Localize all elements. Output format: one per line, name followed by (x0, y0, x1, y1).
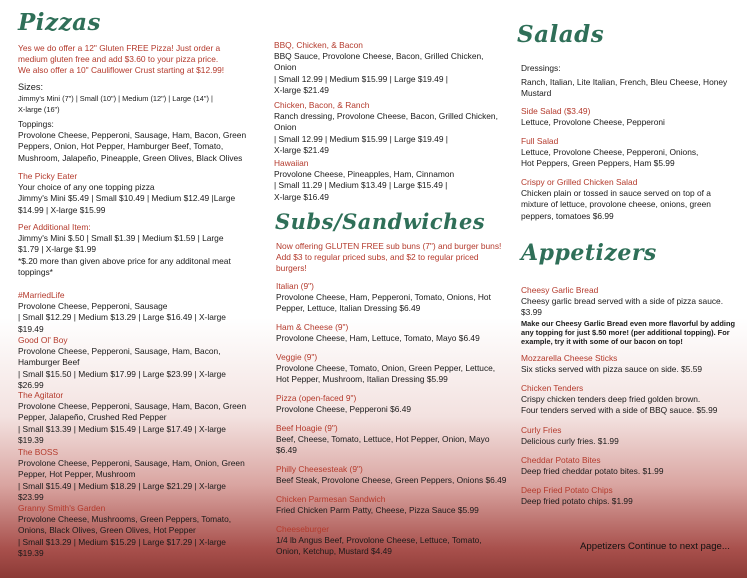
menu-item-granny-smiths-garden: Granny Smith's Garden Provolone Cheese, Mushrooms, Green Peppers, Tomato, Onions, Black Olives, Green Olives, Hot Pepper | Small $13.29 | Medium $15.29 | Large $17.29 | X-large $19.39 (18, 503, 232, 558)
menu-item-ham-cheese-sub: Ham & Cheese (9") Provolone Cheese, Ham, Lettuce, Tomato, Mayo $6.49 (276, 322, 480, 344)
menu-item-beef-hoagie: Beef Hoagie (9") Beef, Cheese, Tomato, Lettuce, Hot Pepper, Onion, Mayo $6.49 (276, 423, 490, 456)
menu-item-mozzarella-sticks: Mozzarella Cheese Sticks Six sticks served with pizza sauce on side. $5.59 (521, 353, 703, 375)
menu-item-full-salad: Full Salad Lettuce, Provolone Cheese, Pepperoni, Onions, Hot Peppers, Green Peppers, Ham $5.99 (521, 136, 699, 169)
menu-item-deep-fried-potato-chips: Deep Fried Potato Chips Deep fried potato chips. $1.99 (521, 485, 633, 507)
menu-item-married-life: #MarriedLife Provolone Cheese, Pepperoni, Sausage | Small $12.29 | Medium $13.29 | Large $16.49 | X-large $19.49 (18, 290, 226, 334)
gluten-free-intro: Yes we do offer a 12" Gluten FREE Pizza! Just order a medium gluten free and add $3.60 to your pizza price. We also offer a 10" Cauliflower Crust starting at $12.99! (18, 43, 225, 76)
continue-note: Appetizers Continue to next page... (580, 541, 730, 552)
sizes-block: Sizes: Jimmy's Mini (7") | Small (10") | Medium (12") | Large (14") | X-large (16") (18, 82, 213, 115)
menu-item-hawaiian: Hawaiian Provolone Cheese, Pineapples, Ham, Cinnamon | Small 11.29 | Medium $13.49 | Large $15.49 | X-large $16.49 (274, 158, 455, 202)
picky-eater-item: The Picky Eater Your choice of any one topping pizza Jimmy's Mini $5.49 | Small $10.49 | Medium $12.49 |Large $14.99 | X-large $15.99 (18, 171, 236, 215)
toppings-block: Toppings: Provolone Cheese, Pepperoni, Sausage, Ham, Bacon, Green Peppers, Onion, Hot Pepper, Hamburger Beef, Tomato, Mushroom, Jalapeño, Pineapple, Green Olives, Black Olives (18, 119, 247, 163)
menu-item-chicken-tenders: Chicken Tenders Crispy chicken tenders deep fried golden brown. Four tenders served with a side of BBQ sauce. $5.99 (521, 383, 718, 416)
menu-item-boss: The BOSS Provolone Cheese, Pepperoni, Sausage, Ham, Onion, Green Pepper, Hot Pepper, Mushroom | Small $15.49 | Medium $18.29 | Large $21.29 | X-large $23.99 (18, 447, 245, 502)
menu-item-cheesy-garlic-bread: Cheesy Garlic Bread Cheesy garlic bread served with a side of pizza sauce. $3.99 Make our Cheesy Garlic Bread even more flavorful by adding any topping for just $.50 more! (per additional topping). For example, try it with some of our bacon on top! (521, 285, 735, 347)
additional-item-block: Per Additional Item: Jimmy's Mini $.50 | Small $1.39 | Medium $1.59 | Large $1.79 | X-large $1.99 *$.20 more than given above price for any additonal meat toppings* (18, 222, 231, 277)
menu-item-italian-sub: Italian (9") Provolone Cheese, Ham, Pepperoni, Tomato, Onions, Hot Pepper, Lettuce, Italian Dressing $6.49 (276, 281, 491, 314)
salads-heading: Salads (517, 21, 605, 48)
menu-item-agitator: The Agitator Provolone Cheese, Pepperoni, Sausage, Ham, Bacon, Green Pepper, Jalapeño, Crushed Red Pepper | Small $13.39 | Medium $15.49 | Large $17.49 | X-large $19.39 (18, 390, 247, 445)
menu-item-bbq-chicken-bacon: BBQ, Chicken, & Bacon BBQ Sauce, Provolone Cheese, Bacon, Grilled Chicken, Onion | Small 12.99 | Medium $15.99 | Large $19.49 | X-large $21.49 (274, 40, 484, 95)
menu-item-curly-fries: Curly Fries Delicious curly fries. $1.99 (521, 425, 619, 447)
menu-item-pizza-sub: Pizza (open-faced 9") Provolone Cheese, Pepperoni $6.49 (276, 393, 412, 415)
appetizers-heading: Appetizers (521, 240, 657, 266)
menu-item-good-ol-boy: Good Ol' Boy Provolone Cheese, Pepperoni, Sausage, Ham, Bacon, Hamburger Beef | Small $15.50 | Medium $17.99 | Large $23.99 | X-large $26.99 (18, 335, 226, 390)
menu-item-chicken-bacon-ranch: Chicken, Bacon, & Ranch Ranch dressing, Provolone Cheese, Bacon, Grilled Chicken, Onion | Small 12.99 | Medium $15.99 | Large $19.49 | X-large $21.49 (274, 100, 498, 155)
dressings-block: Dressings: Ranch, Italian, Lite Italian, French, Bleu Cheese, Honey Mustard (521, 63, 728, 99)
menu-item-cheddar-potato-bites: Cheddar Potato Bites Deep fried cheddar potato bites. $1.99 (521, 455, 664, 477)
menu-item-chicken-parmesan: Chicken Parmesan Sandwich Fried Chicken Parm Patty, Cheese, Pizza Sauce $5.99 (276, 494, 479, 516)
gluten-free-buns-note: Now offering GLUTEN FREE sub buns (7") and burger buns! Add $3 to regular priced subs, and $2 to regular priced burgers! (276, 241, 502, 274)
menu-item-veggie-sub: Veggie (9") Provolone Cheese, Tomato, Onion, Green Pepper, Lettuce, Hot Pepper, Mushroom, Italian Dressing $5.99 (276, 352, 496, 385)
menu-item-side-salad: Side Salad ($3.49) Lettuce, Provolone Cheese, Pepperoni (521, 106, 665, 128)
menu-item-philly-cheesesteak: Philly Cheesesteak (9") Beef Steak, Provolone Cheese, Green Peppers, Onions $6.49 (276, 464, 507, 486)
menu-item-cheeseburger: Cheeseburger 1/4 lb Angus Beef, Provolone Cheese, Lettuce, Tomato, Onion, Ketchup, Mustard $4.49 (276, 524, 482, 557)
subs-heading: Subs/Sandwiches (275, 209, 486, 234)
pizzas-heading: Pizzas (18, 9, 102, 36)
menu-item-chicken-salad: Crispy or Grilled Chicken Salad Chicken plain or tossed in sauce served on top of a mixture of lettuce, provolone cheese, onions, green peppers, tomatoes $6.99 (521, 177, 711, 221)
